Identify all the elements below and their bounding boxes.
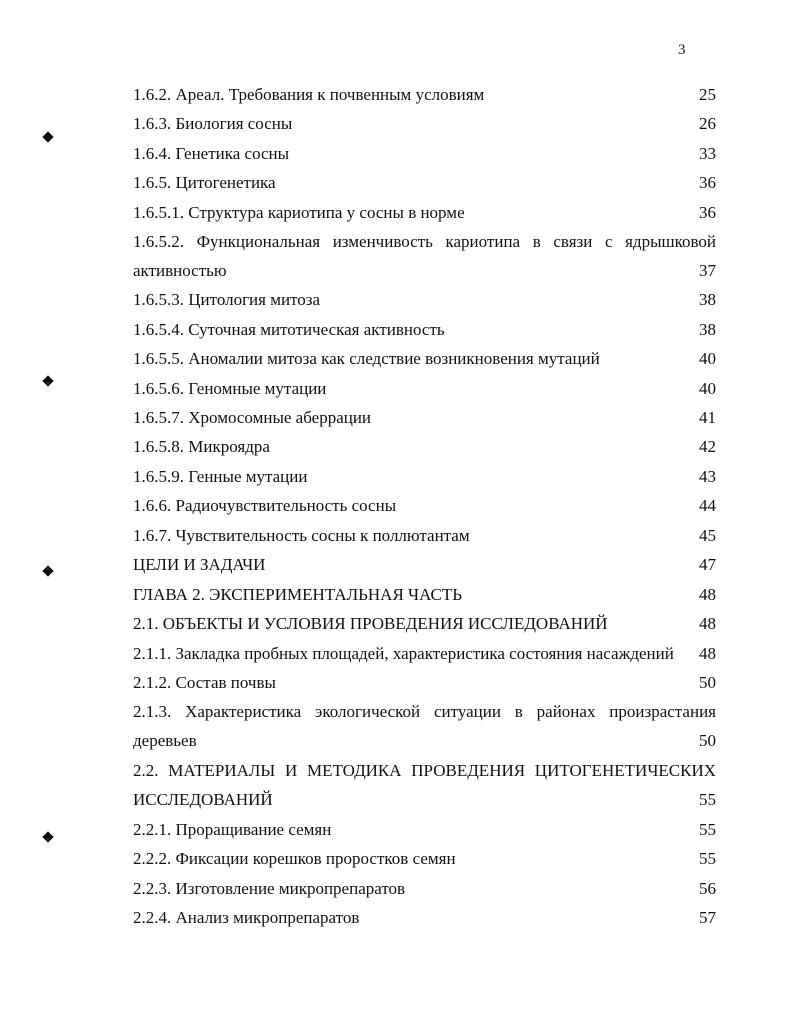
margin-bullet-icon <box>42 375 53 386</box>
toc-entry-title: 1.6.5.2. Функциональная изменчивость кариотипа в связи с ядрышковой <box>133 232 716 251</box>
toc-entry-page: 48 <box>699 585 716 604</box>
toc-entry-page: 41 <box>699 408 716 427</box>
toc-entry <box>133 80 716 109</box>
toc-entry <box>133 580 716 609</box>
toc-entry-page: 45 <box>699 526 716 545</box>
toc-entry-title: ГЛАВА 2. ЭКСПЕРИМЕНТАЛЬНАЯ ЧАСТЬ <box>133 585 463 604</box>
toc-entry-title: 1.6.5.3. Цитология митоза <box>133 290 321 309</box>
toc-entry-page: 47 <box>699 555 716 574</box>
toc-entry <box>133 697 716 756</box>
toc-entry-title: 2.2.2. Фиксации корешков проростков семян <box>133 849 456 868</box>
toc-entry <box>133 874 716 903</box>
toc-entry-page: 40 <box>699 379 716 398</box>
page-number: 3 <box>678 42 686 58</box>
toc-entry-title: 1.6.5.5. Аномалии митоза как следствие возникновения мутаций <box>133 349 600 368</box>
toc-entry-title: 2.1. ОБЪЕКТЫ И УСЛОВИЯ ПРОВЕДЕНИЯ ИССЛЕДОВАНИЙ <box>133 614 608 633</box>
toc-entry-page: 56 <box>699 879 716 898</box>
toc-entry-page: 33 <box>699 144 716 163</box>
toc-entry-page: 57 <box>699 908 716 927</box>
toc-entry-page: 40 <box>699 349 716 368</box>
toc-entry <box>133 639 716 668</box>
toc-entry-title: 2.1.3. Характеристика экологической ситуации в районах произрастания <box>133 702 716 721</box>
toc-entry <box>133 109 716 138</box>
toc-entry-page: 48 <box>699 614 716 633</box>
toc-entry <box>133 462 716 491</box>
toc-entry-page: 48 <box>699 644 716 663</box>
toc-entry-page: 55 <box>699 849 716 868</box>
toc-entry-title: 2.2.4. Анализ микропрепаратов <box>133 908 360 927</box>
toc-entry-title-cont: активностью <box>133 261 227 281</box>
toc-entry-page: 38 <box>699 320 716 339</box>
toc-entry-title: 1.6.5.4. Суточная митотическая активность <box>133 320 445 339</box>
toc-entry <box>133 285 716 314</box>
toc-entry-page: 26 <box>699 114 716 133</box>
toc-entry-title: 1.6.6. Радиочувствительность сосны <box>133 496 397 515</box>
toc-entry <box>133 609 716 638</box>
toc-entry-title: 1.6.5.8. Микроядра <box>133 437 270 456</box>
toc-entry-title: 2.2.3. Изготовление микропрепаратов <box>133 879 406 898</box>
toc-entry-page: 42 <box>699 437 716 456</box>
toc-entry-page: 36 <box>699 203 716 222</box>
toc-entry <box>133 344 716 373</box>
margin-bullet-icon <box>42 565 53 576</box>
toc-entry-title: 2.1.1. Закладка пробных площадей, характеристика состояния насаждений <box>133 644 674 663</box>
toc-entry <box>133 374 716 403</box>
margin-bullet-icon <box>42 831 53 842</box>
toc-entry <box>133 844 716 873</box>
toc-entry-title: 2.2.1. Проращивание семян <box>133 820 332 839</box>
toc-entry <box>133 668 716 697</box>
toc-entry-title: 1.6.5.9. Генные мутации <box>133 467 308 486</box>
toc-entry-page: 55 <box>699 790 716 810</box>
toc-entry <box>133 550 716 579</box>
toc-entry-page: 50 <box>699 731 716 751</box>
toc-entry <box>133 903 716 932</box>
toc-entry-page: 37 <box>699 261 716 281</box>
toc-entry-page: 43 <box>699 467 716 486</box>
toc-entry-title: 1.6.4. Генетика сосны <box>133 144 290 163</box>
toc-entry-title-cont: ИССЛЕДОВАНИЙ <box>133 790 273 810</box>
toc-entry-page: 55 <box>699 820 716 839</box>
toc-entry <box>133 491 716 520</box>
toc-entry <box>133 227 716 286</box>
margin-bullet-icon <box>42 131 53 142</box>
toc-entry-page: 38 <box>699 290 716 309</box>
toc-entry-title: 1.6.7. Чувствительность сосны к поллютантам <box>133 526 470 545</box>
toc-entry-title: 1.6.5. Цитогенетика <box>133 173 276 192</box>
toc-entry <box>133 521 716 550</box>
toc-entry-title: 1.6.5.1. Структура кариотипа у сосны в норме <box>133 203 465 222</box>
toc-entry <box>133 198 716 227</box>
toc-entry <box>133 815 716 844</box>
toc-entry-page: 44 <box>699 496 716 515</box>
toc-entry-title: ЦЕЛИ И ЗАДАЧИ <box>133 555 266 574</box>
toc-entry-page: 25 <box>699 85 716 104</box>
toc-entry <box>133 403 716 432</box>
toc-entry-title-cont: деревьев <box>133 731 197 751</box>
toc-entry <box>133 315 716 344</box>
toc-entry <box>133 756 716 815</box>
toc-entry <box>133 432 716 461</box>
toc-entry-page: 36 <box>699 173 716 192</box>
toc-entry-page: 50 <box>699 673 716 692</box>
toc-entry <box>133 139 716 168</box>
toc-entry-title: 1.6.5.6. Геномные мутации <box>133 379 327 398</box>
toc-entry-title: 2.2. МАТЕРИАЛЫ И МЕТОДИКА ПРОВЕДЕНИЯ ЦИТОГЕНЕТИЧЕСКИХ <box>133 761 716 780</box>
toc-entry-title: 1.6.2. Ареал. Требования к почвенным условиям <box>133 85 485 104</box>
toc-entry-title: 2.1.2. Состав почвы <box>133 673 276 692</box>
toc-entry <box>133 168 716 197</box>
toc-entry-title: 1.6.3. Биология сосны <box>133 114 293 133</box>
toc-entry-title: 1.6.5.7. Хромосомные аберрации <box>133 408 372 427</box>
